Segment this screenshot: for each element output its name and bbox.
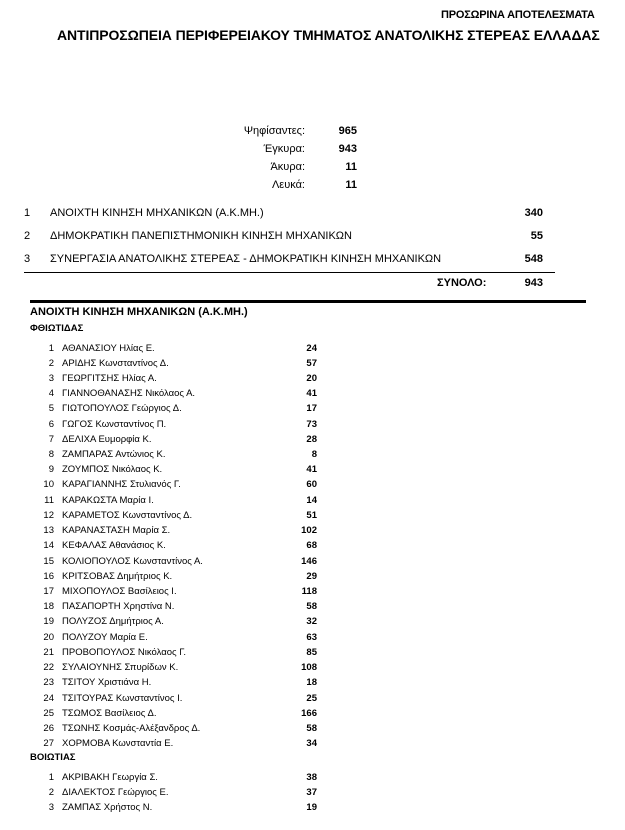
candidate-votes: 51 [306,509,317,521]
candidate-name: ΓΩΓΟΣ Κωνσταντίνος Π. [62,418,167,430]
region-heading-fthiotida: ΦΘΙΩΤΙΔΑΣ [30,323,84,334]
candidate-row [30,660,330,675]
party-number: 2 [24,230,31,242]
candidate-number: 13 [43,525,54,537]
stat-value: 11 [345,161,357,173]
candidate-name: ΑΚΡΙΒΑΚΗ Γεωργία Σ. [62,771,158,783]
party-number: 3 [24,253,31,265]
candidate-name: ΓΙΑΝΝΟΘΑΝΑΣΗΣ Νικόλαος Α. [62,388,196,400]
candidate-row [30,432,330,447]
candidate-votes: 58 [306,722,317,734]
party-votes: 55 [530,230,543,242]
candidate-row [30,417,330,432]
candidate-row [30,599,330,614]
candidate-votes: 102 [301,525,317,537]
candidate-name: ΤΣΩΝΗΣ Κοσμάς-Αλέξανδρος Δ. [62,722,201,734]
candidate-row [30,800,330,815]
candidate-number: 1 [48,342,54,354]
candidate-votes: 38 [306,771,317,783]
candidate-name: ΔΙΑΛΕΚΤΟΣ Γεώργιος Ε. [62,786,169,798]
candidate-name: ΚΑΡΑΓΙΑΝΝΗΣ Στυλιανός Γ. [62,479,181,491]
candidate-row [30,356,330,371]
candidate-number: 18 [43,601,54,613]
candidate-votes: 14 [306,494,317,506]
candidate-number: 11 [44,494,54,506]
candidate-votes: 17 [306,403,317,415]
stat-valid [200,141,360,159]
candidate-row [30,538,330,553]
candidate-name: ΑΘΑΝΑΣΙΟΥ Ηλίας Ε. [62,342,155,354]
candidate-row [30,462,330,477]
candidate-votes: 20 [306,372,317,384]
candidate-name: ΓΕΩΡΓΙΤΣΗΣ Ηλίας Α. [62,372,157,384]
candidate-number: 7 [48,433,54,445]
candidate-number: 21 [43,646,54,658]
candidate-votes: 34 [306,738,317,750]
candidate-row [30,371,330,386]
candidate-row [30,477,330,492]
candidate-number: 16 [43,570,54,582]
candidate-number: 17 [43,586,54,597]
candidate-votes: 85 [306,646,317,658]
candidate-number: 6 [48,418,54,430]
candidate-name: ΣΥΛΑΙΟΥΝΗΣ Σπυρίδων Κ. [62,662,179,674]
candidate-number: 8 [48,449,54,461]
candidate-number: 4 [48,388,54,400]
party-row [0,227,625,250]
candidate-number: 9 [48,464,54,476]
candidate-row [30,493,330,508]
stat-value: 943 [338,143,357,155]
candidate-votes: 29 [306,570,317,582]
candidate-number: 14 [43,540,54,552]
candidate-name: ΤΣΩΜΟΣ Βασίλειος Δ. [62,707,157,719]
candidate-votes: 18 [306,677,317,689]
candidate-votes: 8 [311,449,317,461]
candidate-name: ΖΑΜΠΑΣ Χρήστος Ν. [62,801,153,813]
candidate-name: ΑΡΙΔΗΣ Κωνσταντίνος Δ. [62,357,169,369]
candidate-votes: 19 [306,801,317,813]
candidate-votes: 58 [306,601,317,613]
candidate-votes: 32 [306,616,317,628]
candidate-number: 23 [43,677,54,689]
stat-label: Λευκά: [271,179,305,191]
candidate-votes: 63 [306,631,317,643]
divider [24,272,555,273]
candidate-row [30,630,330,645]
candidate-votes: 41 [306,388,317,400]
stat-voters [200,123,360,141]
party-row [0,250,625,273]
stat-label: Ψηφίσαντες: [243,125,305,137]
candidate-row [30,721,330,736]
section-divider [30,300,586,303]
candidate-row [30,770,330,785]
candidate-row [30,584,330,599]
party-results [0,204,625,273]
candidate-number: 25 [43,707,54,719]
candidate-name: ΓΙΩΤΟΠΟΥΛΟΣ Γεώργιος Δ. [62,403,182,415]
section-title: ΑΝΟΙΧΤΗ ΚΙΝΗΣΗ ΜΗΧΑΝΙΚΩΝ (Α.Κ.ΜΗ.) [30,306,248,318]
candidate-number: 10 [43,479,54,491]
candidate-row [30,523,330,538]
candidate-row [30,675,330,690]
party-name: ΣΥΝΕΡΓΑΣΙΑ ΑΝΑΤΟΛΙΚΗΣ ΣΤΕΡΕΑΣ - ΔΗΜΟΚΡΑΤΙΚΗ ΚΙΝΗΣΗ ΜΗΧΑΝΙΚΩΝ [50,253,442,265]
total-label: ΣΥΝΟΛΟ: [437,277,487,289]
candidate-number: 3 [48,801,54,813]
candidate-number: 19 [43,616,54,628]
page-title: ΑΝΤΙΠΡΟΣΩΠΕΙΑ ΠΕΡΙΦΕΡΕΙΑΚΟΥ ΤΜΗΜΑΤΟΣ ΑΝΑΤΟΛΙΚΗΣ ΣΤΕΡΕΑΣ ΕΛΛΑΔΑΣ [57,27,600,43]
candidate-number: 24 [43,692,54,704]
candidate-votes: 146 [301,555,317,567]
candidate-number: 1 [48,771,54,783]
candidate-list-boiotia [30,770,330,815]
candidate-row [30,386,330,401]
candidate-number: 22 [43,662,54,674]
candidate-name: ΠΟΛΥΖΟΣ Δημήτριος Α. [62,616,164,628]
candidate-row [30,447,330,462]
candidate-name: ΚΡΙΤΣΟΒΑΣ Δημήτριος Κ. [62,570,173,582]
candidate-name: ΠΑΣΑΠΟΡΤΗ Χρηστίνα Ν. [62,601,175,613]
party-name: ΑΝΟΙΧΤΗ ΚΙΝΗΣΗ ΜΗΧΑΝΙΚΩΝ (Α.Κ.ΜΗ.) [50,207,264,219]
candidate-row [30,341,330,356]
party-row [0,204,625,227]
candidate-row [30,569,330,584]
candidate-name: ΖΟΥΜΠΟΣ Νικόλαος Κ. [62,464,163,476]
stat-label: Άκυρα: [270,161,305,173]
candidate-row [30,691,330,706]
candidate-votes: 73 [306,418,317,430]
candidate-name: ΔΕΛΙΧΑ Ευμορφία Κ. [62,433,152,445]
region-heading-boiotia: ΒΟΙΩΤΙΑΣ [30,752,76,763]
candidate-name: ΚΕΦΑΛΑΣ Αθανάσιος Κ. [62,540,166,552]
candidate-row [30,706,330,721]
candidate-name: ΠΡΟΒΟΠΟΥΛΟΣ Νικόλαος Γ. [62,646,187,658]
candidate-votes: 68 [306,540,317,552]
candidate-row [30,785,330,800]
candidate-list-fthiotida [30,341,330,752]
candidate-votes: 166 [301,707,317,719]
results-status-label: ΠΡΟΣΩΡΙΝΑ ΑΠΟΤΕΛΕΣΜΑΤΑ [441,9,595,21]
candidate-votes: 25 [306,692,317,704]
candidate-row [30,736,330,751]
stat-value: 965 [338,125,357,137]
candidate-number: 15 [43,555,54,567]
candidate-votes: 41 [306,464,317,476]
candidate-number: 5 [48,403,54,415]
candidate-name: ΚΑΡΑΚΩΣΤΑ Μαρία Ι. [62,494,154,506]
candidate-name: ΧΟΡΜΟΒΑ Κωνσταντία Ε. [62,738,174,750]
candidate-number: 2 [48,786,54,798]
candidate-votes: 118 [301,586,317,597]
party-number: 1 [24,207,31,219]
candidate-votes: 28 [306,433,317,445]
party-name: ΔΗΜΟΚΡΑΤΙΚΗ ΠΑΝΕΠΙΣΤΗΜΟΝΙΚΗ ΚΙΝΗΣΗ ΜΗΧΑΝΙΚΩΝ [50,230,352,242]
candidate-name: ΚΑΡΑΜΕΤΟΣ Κωνσταντίνος Δ. [62,509,193,521]
candidate-number: 12 [43,509,54,521]
candidate-number: 20 [43,631,54,643]
candidate-name: ΚΑΡΑΝΑΣΤΑΣΗ Μαρία Σ. [62,525,171,537]
party-votes: 548 [524,253,543,265]
candidate-row [30,614,330,629]
candidate-name: ΠΟΛΥΖΟΥ Μαρία Ε. [62,631,148,643]
candidate-row [30,554,330,569]
candidate-votes: 60 [306,479,317,491]
party-votes: 340 [524,207,543,219]
candidate-number: 27 [43,738,54,750]
stat-label: Έγκυρα: [263,143,305,155]
stat-invalid [200,159,360,177]
vote-stats [200,123,360,195]
candidate-votes: 24 [306,342,317,354]
stat-value: 11 [345,179,357,191]
candidate-number: 3 [48,372,54,384]
candidate-name: ΖΑΜΠΑΡΑΣ Αντώνιος Κ. [62,449,166,461]
candidate-row [30,645,330,660]
candidate-number: 2 [48,357,54,369]
total-value: 943 [524,277,543,289]
candidate-votes: 57 [306,357,317,369]
candidate-name: ΤΣΙΤΟΥΡΑΣ Κωνσταντίνος Ι. [62,692,183,704]
candidate-name: ΤΣΙΤΟΥ Χριστιάνα Η. [62,677,152,689]
candidate-votes: 37 [306,786,317,798]
candidate-row [30,401,330,416]
candidate-name: ΜΙΧΟΠΟΥΛΟΣ Βασίλειος Ι. [62,586,177,597]
candidate-votes: 108 [301,662,317,674]
candidate-row [30,508,330,523]
candidate-number: 26 [43,722,54,734]
stat-blank [200,177,360,195]
candidate-name: ΚΟΛΙΟΠΟΥΛΟΣ Κωνσταντίνος Α. [62,555,203,567]
